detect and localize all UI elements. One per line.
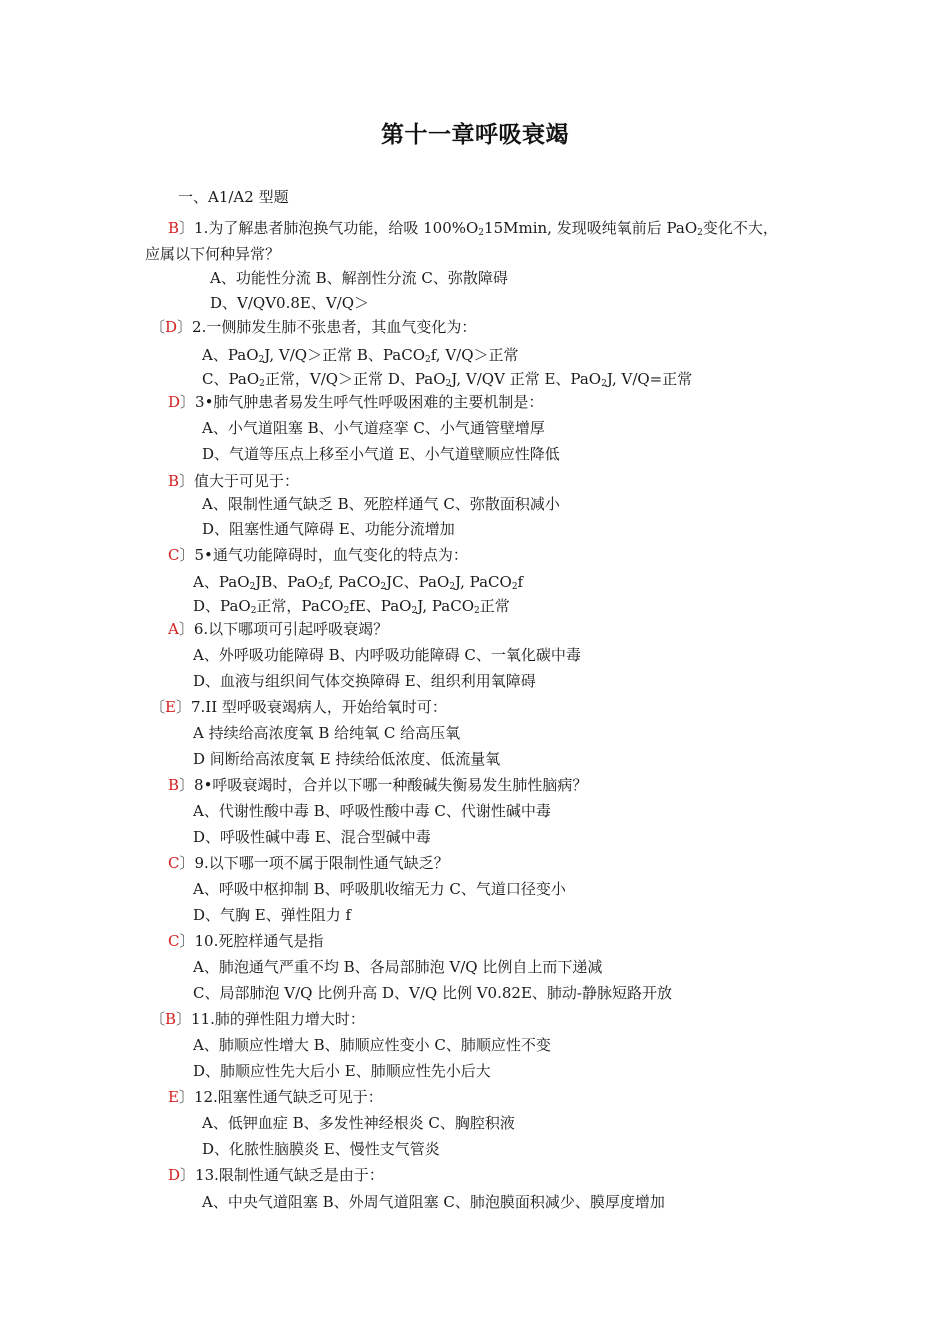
question-text: 〕3•肺气肿患者易发生呼气性呼吸困难的主要机制是：	[180, 393, 544, 411]
question-text: 〕11.肺的弹性阻力增大时：	[176, 1010, 365, 1028]
question-text: 〕5•通气功能障碍时，血气变化的特点为：	[179, 546, 468, 564]
option-line: D 间断给高浓度氧 E 持续给低浓度、低流量氧	[193, 750, 501, 768]
option-line: C、PaO$_2$正常，V/Q＞正常 D、PaO$_2$J, V/QV 正常 E、PaO$_2$J, V/Q=正常	[202, 370, 693, 389]
question-1	[168, 218, 778, 238]
option-line: A、限制性通气缺乏 B、死腔样通气 C、弥散面积减小	[202, 495, 560, 513]
answer-letter: E	[168, 1088, 179, 1106]
answer-letter: C	[168, 854, 180, 872]
question-text: 〕7.II 型呼吸衰竭病人，开始给氧时可：	[175, 698, 447, 716]
section-heading: 一、A1/A2 型题	[178, 188, 289, 206]
bracket-open: 〔	[150, 318, 166, 336]
question-8	[168, 775, 587, 795]
option-line: A、中央气道阻塞 B、外周气道阻塞 C、肺泡膜面积减少、膜厚度增加	[202, 1193, 665, 1211]
answer-letter: B	[165, 1010, 177, 1028]
question-text: 〕8•呼吸衰竭时，合并以下哪一种酸碱失衡易发生肺性脑病？	[179, 776, 588, 794]
question-text: 〕12.阻塞性通气缺乏可见于：	[178, 1088, 383, 1106]
option-line: D、肺顺应性先大后小 E、肺顺应性先小后大	[193, 1062, 491, 1080]
option-line: D、气胸 E、弹性阻力 f	[193, 906, 352, 924]
page-title: 第十一章呼吸衰竭	[381, 122, 569, 148]
option-line: A、代谢性酸中毒 B、呼吸性酸中毒 C、代谢性碱中毒	[193, 802, 551, 820]
question-7	[150, 697, 447, 717]
option-line: D、阻塞性通气障碍 E、功能分流增加	[202, 520, 455, 538]
question-text: 〕10.死腔样通气是指	[179, 932, 324, 950]
option-line: A、外呼吸功能障碍 B、内呼吸功能障碍 C、一氧化碳中毒	[193, 646, 581, 664]
option-line: D、气道等压点上移至小气道 E、小气道壁顺应性降低	[202, 445, 560, 463]
answer-letter: B	[168, 776, 180, 794]
question-text-continued: 应属以下何种异常？	[145, 245, 281, 263]
answer-letter: A	[168, 620, 179, 638]
question-11	[150, 1009, 365, 1029]
option-line: A、功能性分流 B、解剖性分流 C、弥散障碍	[210, 269, 508, 287]
question-text: 〕1.为了解患者肺泡换气功能，给吸 $100\%O_215Mmin$, 发现吸纯氧前后 PaO$_2$变化不大，	[179, 219, 778, 238]
option-line: D、化脓性脑膜炎 E、慢性支气管炎	[202, 1140, 440, 1158]
answer-letter: B	[168, 219, 180, 237]
question-text: 〕值大于可见于：	[179, 472, 300, 490]
question-5	[168, 545, 468, 565]
question-2	[150, 317, 476, 337]
option-line: D、PaO$_2$正常，PaCO$_2$fE、PaO$_2$J, PaCO$_2$正常	[193, 597, 510, 616]
bracket-open: 〔	[150, 698, 166, 716]
question-text: 〕6.以下哪项可引起呼吸衰竭？	[178, 620, 389, 638]
question-12	[168, 1087, 383, 1107]
question-text: 〕13.限制性通气缺乏是由于：	[180, 1166, 384, 1184]
option-line: A、肺泡通气严重不均 B、各局部肺泡 V/Q 比例自上而下递减	[193, 958, 603, 976]
question-text: 〕9.以下哪一项不属于限制性通气缺乏？	[179, 854, 449, 872]
question-3	[168, 392, 543, 412]
option-line: D、呼吸性碱中毒 E、混合型碱中毒	[193, 828, 431, 846]
answer-letter: C	[168, 546, 180, 564]
bracket-open: 〔	[150, 1010, 166, 1028]
question-10	[168, 931, 323, 951]
option-line: A、小气道阻塞 B、小气道痉挛 C、小气通管壁增厚	[202, 419, 545, 437]
question-13	[168, 1165, 384, 1185]
option-line: A、PaO$_2$JB、PaO$_2$f, PaCO$_2$JC、PaO$_2$J, PaCO$_2$f	[193, 573, 524, 592]
question-6	[168, 619, 388, 639]
answer-letter: D	[168, 1166, 181, 1184]
option-line: A、PaO$_2$J, V/Q＞正常 B、PaCO$_2$f, V/Q＞正常	[202, 346, 519, 365]
answer-letter: D	[165, 318, 178, 336]
option-line: A、肺顺应性增大 B、肺顺应性变小 C、肺顺应性不变	[193, 1036, 551, 1054]
option-line: A、低钾血症 B、多发性神经根炎 C、胸腔积液	[202, 1114, 515, 1132]
question-text: 〕2.一侧肺发生肺不张患者，其血气变化为：	[177, 318, 477, 336]
answer-letter: E	[165, 698, 176, 716]
answer-letter: D	[168, 393, 181, 411]
answer-letter: B	[168, 472, 180, 490]
option-line: D、血液与组织间气体交换障碍 E、组织利用氧障碍	[193, 672, 536, 690]
option-line: A 持续给高浓度氧 B 给纯氧 C 给高压氧	[193, 724, 461, 742]
question-4	[168, 471, 299, 491]
option-line: C、局部肺泡 V/Q 比例升高 D、V/Q 比例 V0.82E、肺动-静脉短路开放	[193, 984, 672, 1002]
question-9	[168, 853, 449, 873]
option-line: D、V/QV0.8E、V/Q＞	[210, 294, 370, 312]
answer-letter: C	[168, 932, 180, 950]
option-line: A、呼吸中枢抑制 B、呼吸肌收缩无力 C、气道口径变小	[193, 880, 566, 898]
